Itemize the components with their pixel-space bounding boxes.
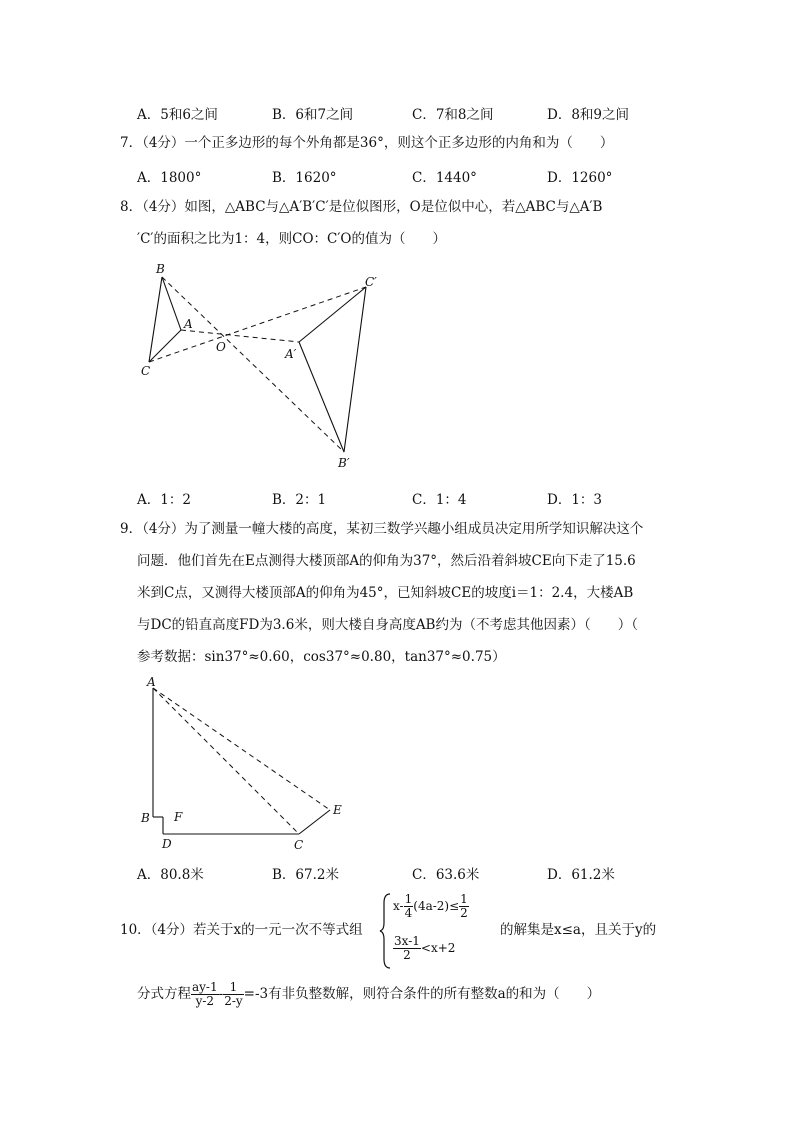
q9-stem-line4: 与DC的铅直高度FD为3.6米，则大楼自身高度AB约为（不考虑其他因素）（ ）（ <box>137 617 638 633</box>
q9-option-c: C．63.6米 <box>412 867 480 883</box>
q10-line2-prefix: 分式方程 <box>137 986 191 1002</box>
q8-option-d: D．1：3 <box>547 492 603 508</box>
q8-stem-line2: ′C′的面积之比为1：4，则CO：C′O的值为（ ） <box>137 231 446 247</box>
q9-stem-line3: 米到C点，又测得大楼顶部A的仰角为45°，已知斜坡CE的坡度i＝1：2.4，大楼AB <box>137 585 634 601</box>
q9-stem-line5: 参考数据：sin37°≈0.60，cos37°≈0.80，tan37°≈0.75） <box>137 649 506 665</box>
q10-ineq1-fraction <box>404 893 414 920</box>
q10-ineq1-mid: (4a-2)≤ <box>413 899 460 913</box>
q10-ineq1-rhs-fraction <box>459 893 469 920</box>
q10-suffix: 的解集是x≤a，且关于y的 <box>500 922 657 938</box>
q10-eq-frac2-num: 1 <box>223 981 243 995</box>
q8-label-b: B <box>156 262 165 276</box>
q8-option-b: B．2：1 <box>272 492 327 508</box>
q8-label-a1: A′ <box>285 347 297 361</box>
q10-line2-suffix: 有非负整数解，则符合条件的所有整数a的和为（ ） <box>268 986 601 1002</box>
q10-eq-frac1-num: ay-1 <box>192 980 218 994</box>
q7-option-d: D．1260° <box>547 170 613 186</box>
q9-stem-line2: 问题．他们首先在E点测得大楼顶部A的仰角为37°，然后沿着斜坡CE向下走了15.6 <box>137 553 636 569</box>
q9-dashed-ae <box>153 688 330 810</box>
q9-label-b: B <box>141 811 150 825</box>
q8-option-a: A．1：2 <box>137 492 191 508</box>
q8-label-c1: C′ <box>365 275 377 289</box>
q8-option-c: C．1：4 <box>412 492 467 508</box>
q9-label-c: C <box>294 838 304 852</box>
q10-ineq1-rhs-den: 2 <box>460 906 468 920</box>
q8-label-o: O <box>216 340 226 354</box>
q10-ineq2-frac-den: 2 <box>403 948 411 962</box>
q10-ineq1-rhs-num: 1 <box>460 892 468 906</box>
q6-option-a: A．5和6之间 <box>137 107 218 123</box>
q8-label-b1: B′ <box>338 456 350 470</box>
q10-ineq2-fraction <box>393 935 421 962</box>
q8-label-c: C <box>141 364 151 378</box>
q9-label-a: A <box>147 675 156 689</box>
q10-inequality-2 <box>393 935 455 962</box>
q6-option-b: B．6和7之间 <box>272 107 354 123</box>
q7-stem: 7．（4分）一个正多边形的每个外角都是36°，则这个正多边形的内角和为（ ） <box>120 135 614 151</box>
q9-option-b: B．67.2米 <box>272 867 339 883</box>
q10-eq-minus: - <box>218 986 224 1002</box>
q9-label-d: D <box>162 837 172 851</box>
q9-stem-line1: 9．（4分）为了测量一幢大楼的高度，某初三数学兴趣小组成员决定用所学知识解决这个 <box>120 521 644 537</box>
q9-option-d: D．61.2米 <box>547 867 615 883</box>
q10-eq-fraction-1 <box>191 981 219 1008</box>
q9-segment-ce <box>299 810 330 834</box>
q10-inequality-1 <box>393 893 469 920</box>
q9-label-f: F <box>174 810 183 824</box>
q9-option-a: A．80.8米 <box>137 867 204 883</box>
q6-option-c: C．7和8之间 <box>412 107 494 123</box>
q10-prefix: 10．（4分）若关于x的一元一次不等式组 <box>120 922 363 938</box>
q10-eq-right: =-3 <box>243 986 269 1002</box>
q10-ineq1-left: x- <box>393 899 404 913</box>
q9-label-e: E <box>333 803 342 817</box>
q10-eq-fraction-2 <box>223 981 243 1008</box>
q10-brace <box>380 893 392 969</box>
q7-option-b: B．1620° <box>272 170 337 186</box>
q7-option-a: A．1800° <box>137 170 202 186</box>
q10-line2 <box>137 980 600 1008</box>
q10-eq-frac2-den: 2-y <box>224 994 243 1008</box>
q8-stem-line1: 8．（4分）如图，△ABC与△A′B′C′是位似图形，O是位似中心，若△ABC与△A′B <box>120 199 603 215</box>
q10-eq-frac1-den: y-2 <box>195 994 215 1008</box>
q10-ineq2-frac-num: 3x-1 <box>394 934 420 948</box>
q10-ineq2-right: <x+2 <box>420 941 456 955</box>
q7-option-c: C．1440° <box>412 170 477 186</box>
q10-ineq1-frac-den: 4 <box>404 906 413 920</box>
q8-label-a: A <box>184 317 193 331</box>
q6-option-d: D．8和9之间 <box>547 107 630 123</box>
q10-ineq1-frac-num: 1 <box>404 892 413 906</box>
